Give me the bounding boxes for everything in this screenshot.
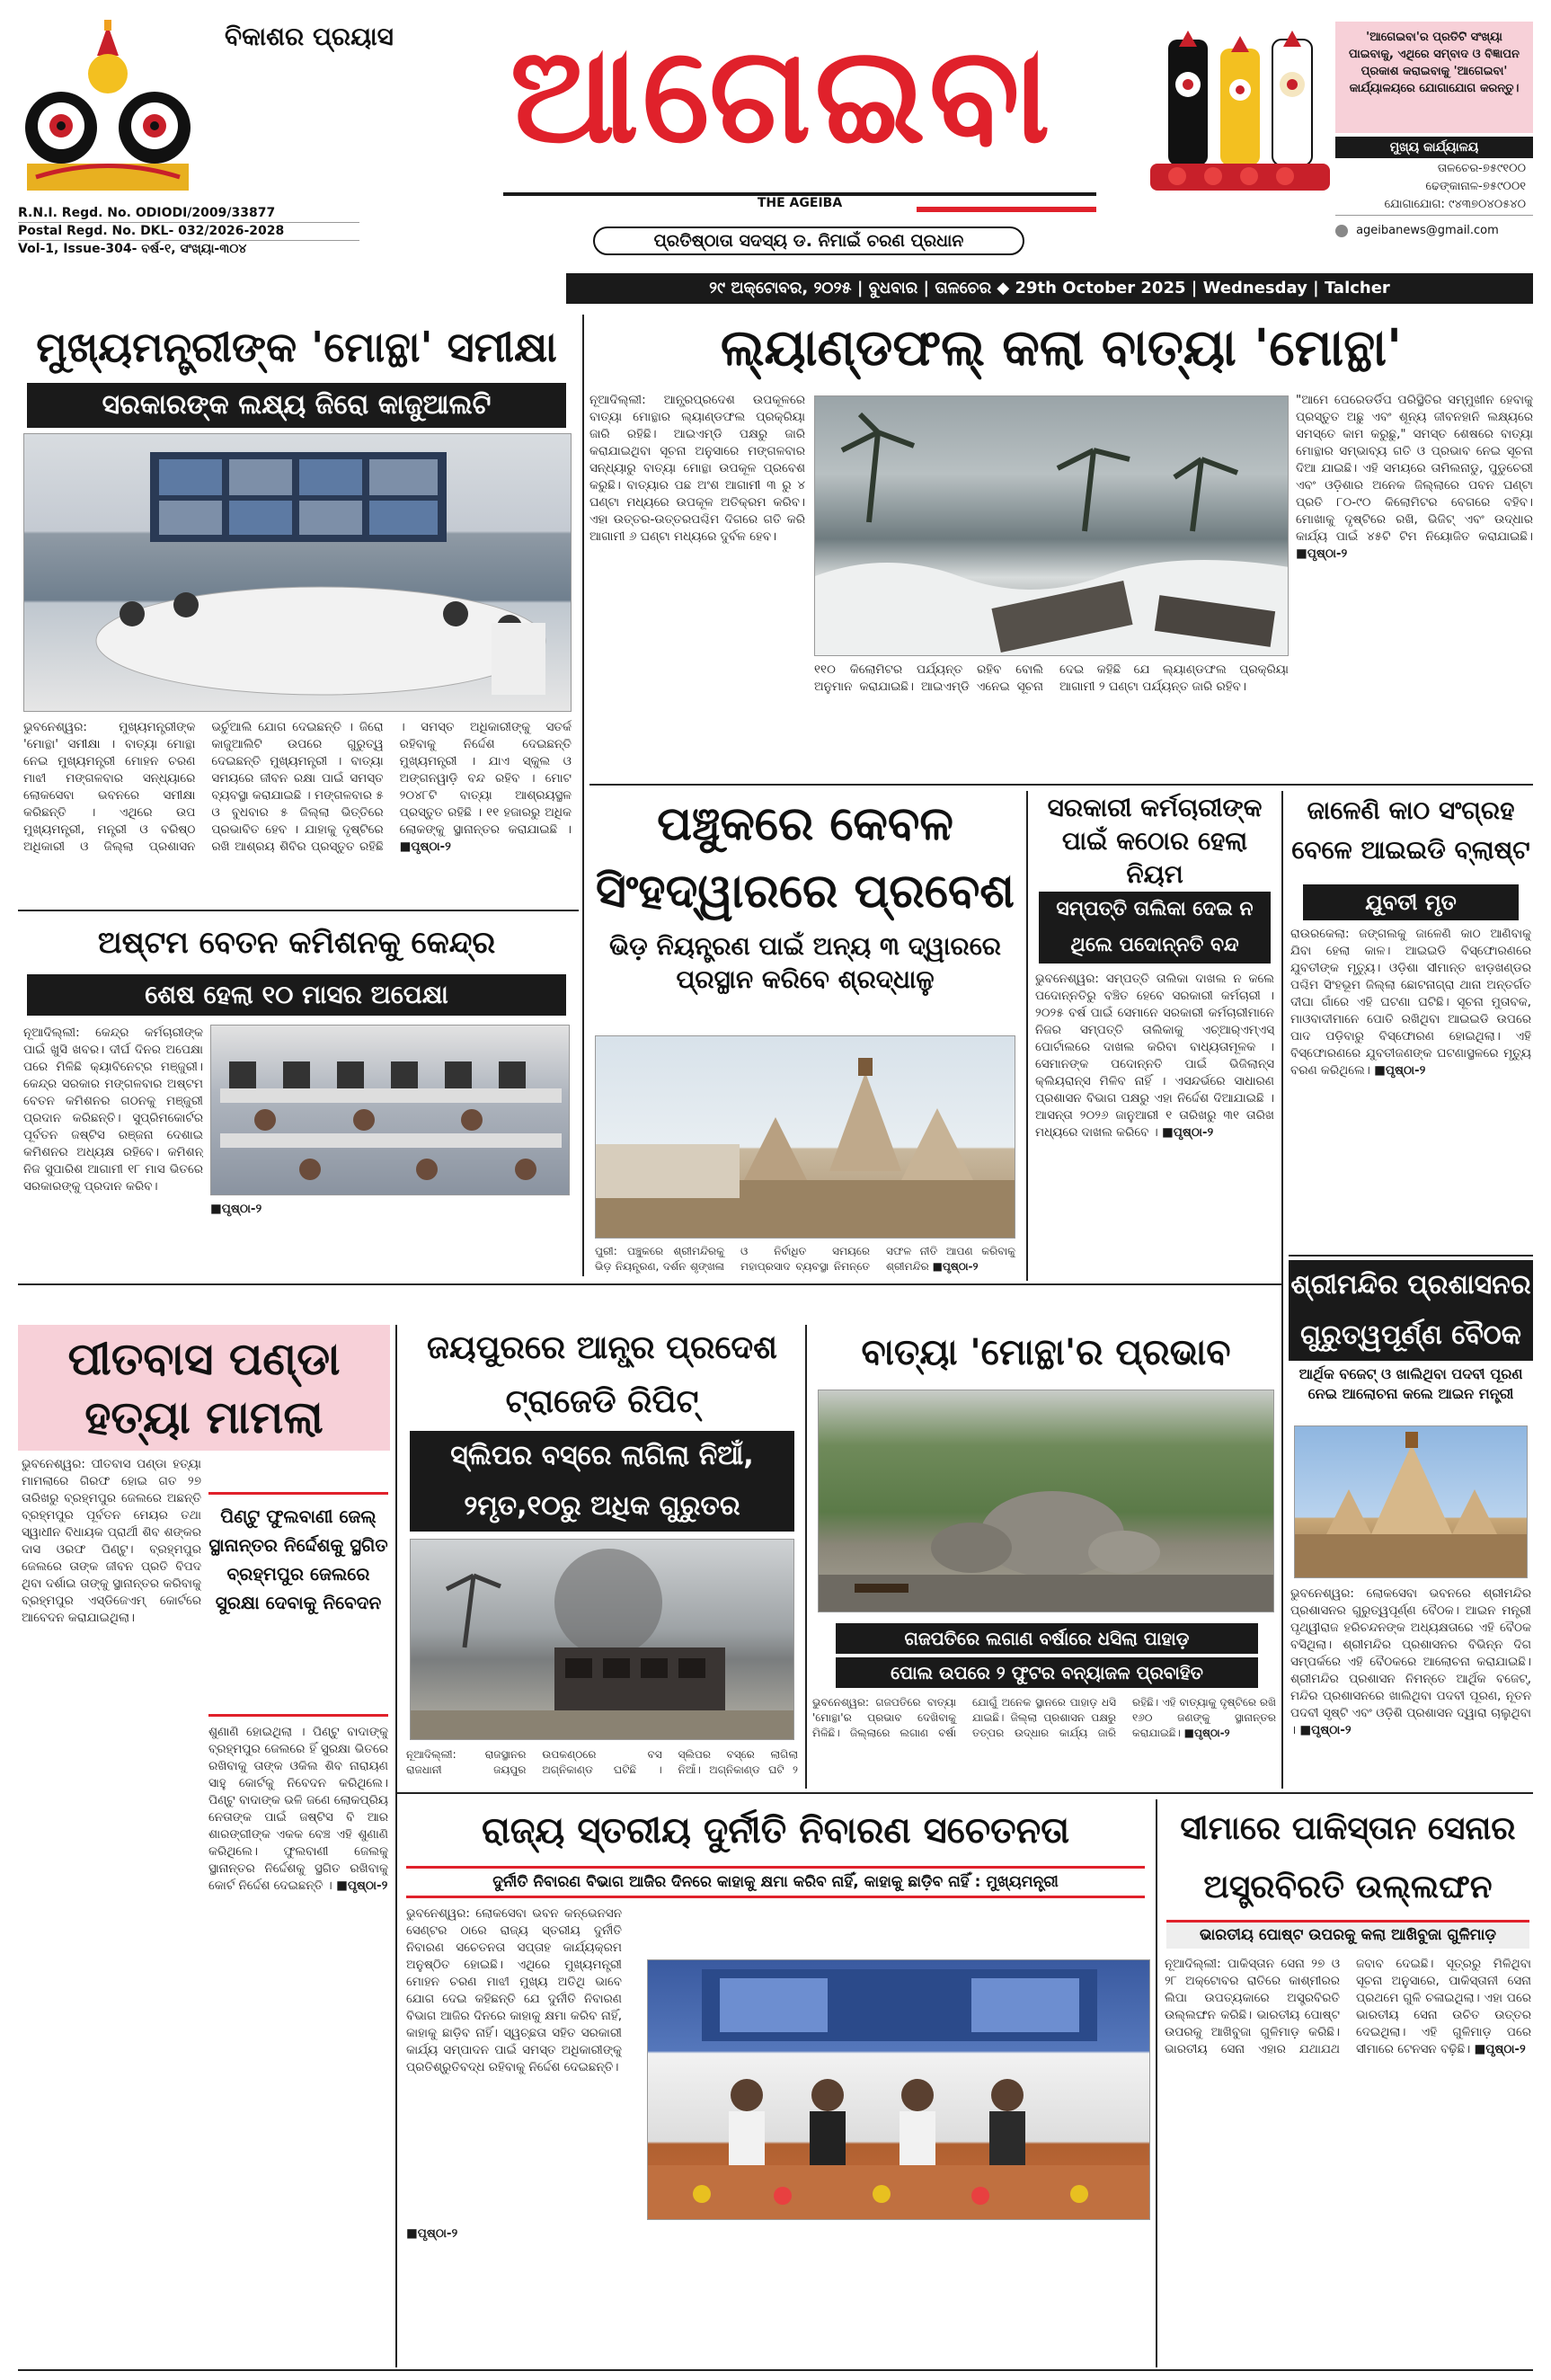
pakistan-subhead: ଭାରତୀୟ ପୋଷ୍ଟ ଉପରକୁ କଲା ଆଖିବୁଜା ଗୁଳିମାଡ଼ bbox=[1200, 1926, 1496, 1944]
landfall-pointer: ■ପୃଷ୍ଠା-୨ bbox=[1296, 546, 1348, 561]
pitabas-text-a: ଭୁବନେଶ୍ୱର: ପୀତବାସ ପଣ୍ଡା ହତ୍ୟା ମାମଲାରେ ଗିରଫ ହୋଇ ଗତ ୨୭ ତାରିଖରୁ ବ୍ରହ୍ମପୁର ଜେଲରେ ଅଛନ୍ତି ବ୍ରହ୍ମପୁର ପୂର୍ବତନ ମେୟର ତଥା ସ୍ୱାଧୀନ ବିଧାୟକ ପ୍ରାର୍ଥୀ ଶିବ ଶଙ୍କର ଦାସ ଓରଫ ପିଣ୍ଟୁ। ବ୍ରହ୍ମପୁର ଜେଲରେ ତାଙ୍କ ଜୀବନ ପ୍ରତି ବିପଦ ଥିବା ଦର୍ଶାଇ ତାଙ୍କୁ ସ୍ଥାନାନ୍ତର କରିବାକୁ ବ୍ରହ୍ମପୁର ଏସ୍‌ଡିଜେଏମ୍ କୋର୍ଟରେ ଆବେଦନ କରାଯାଇଥିଲା। bbox=[22, 1457, 201, 1625]
govt-staff-subhead: ସମ୍ପତ୍ତି ତାଲିକା ଦେଇ ନ ଥିଲେ ପଦୋନ୍ନତି ବନ୍ଦ bbox=[1039, 892, 1271, 964]
temple-entry-caption bbox=[595, 1244, 1015, 1280]
cm-review-pointer: ■ପୃଷ୍ଠା-୨ bbox=[399, 839, 451, 854]
page-bottom-rule bbox=[18, 2369, 1533, 2371]
temple-entry-caption-text: ପୁରୀ: ପଞ୍ଚୁକରେ ଶ୍ରୀମନ୍ଦିରକୁ ଭିଡ଼ ନିୟନ୍ତ୍ରଣ, ଦର୍ଶନ ଶୃଙ୍ଖଳା ଓ ନିର୍ବାଧିତ ସମୟରେ ମହାପ୍ରସାଦ ବ୍ୟବସ୍ଥା ନିମନ୍ତେ ସଫଳ ନୀତି ଆପଣ କରିବାକୁ ଶ୍ରୀମନ୍ଦିର bbox=[595, 1245, 1015, 1273]
col-divider-4 bbox=[395, 1325, 397, 2367]
pitabas-body-a bbox=[22, 1456, 201, 2367]
masthead-title: ଆଗେଇବା bbox=[510, 18, 1054, 173]
temple-meeting-pointer: ■ପୃଷ୍ଠା-୨ bbox=[1299, 1723, 1352, 1737]
office-line-2: ଢେଙ୍କାନାଳ-୭୫୯୦୦୧ bbox=[1425, 180, 1526, 193]
govt-staff-body bbox=[1035, 971, 1274, 1278]
temple-meeting-text: ଭୁବନେଶ୍ୱର: ଲୋକସେବା ଭବନରେ ଶ୍ରୀମନ୍ଦିର ପ୍ରଶାସନର ଗୁରୁତ୍ୱପୂର୍ଣ୍ଣ ବୈଠକ। ଆଇନ ମନ୍ତ୍ରୀ ପୃଥ୍ୱୀରାଜ ହରିଚନ୍ଦନଙ୍କ ଅଧ୍ୟକ୍ଷତାରେ ଏହି ବୈଠକ ବସିଥିଲା। ଶ୍ରୀମନ୍ଦିର ପ୍ରଶାସନର ବିଭିନ୍ନ ଦିଗ ସମ୍ପର୍କରେ ଏହି ବୈଠକରେ ଆଲୋଚନା କରାଯାଇଛି। ଶ୍ରୀମନ୍ଦିର ପ୍ରଶାସନ ନିମନ୍ତେ ଆର୍ଥିକ ବଜେଟ୍, ମନ୍ଦିର ପ୍ରଶାସନରେ ଖାଲିଥିବା ପଦବୀ ପୂରଣ, ନୂତନ ପଦବୀ ସୃଷ୍ଟି ଏବଂ ଓଡ଼ିଶି ପ୍ରଶାସନ ଦ୍ୱାରା ଚାଲୁଥିବା । bbox=[1290, 1586, 1531, 1737]
pakistan-text: ନୂଆଦିଲ୍ଲୀ: ପାକିସ୍ତାନ ସେନା ୨୭ ଓ ୨୮ ଅକ୍ଟୋବର ରାତିରେ କାଶ୍ମୀରର ଲିପା ଉପତ୍ୟକାରେ ଅସ୍ତ୍ରବିରତି ଉଲ୍ଲଙ୍ଘନ କରିଛି। ଭାରତୀୟ ପୋଷ୍ଟ ଉପରକୁ ଆଖିବୁଜା ଗୁଳିମାଡ଼ କରିଛି। ଭାରତୀୟ ସେନା ଏହାର ଯଥାଯଥ ଜବାବ ଦେଇଛି। ସୂତ୍ରରୁ ମିଳିଥିବା ସୂଚନା ଅନୁସାରେ, ପାକିସ୍ତାନୀ ସେନା ପ୍ରଥମେ ଗୁଳି ଚଳାଇଥିଲା। ଏହା ପରେ ଭାରତୀୟ ସେନା ଉଚିତ ଉତ୍ତର ଦେଇଥିଲା। ଏହି ଗୁଳିମାଡ଼ ପରେ ସୀମାରେ ଟେନସନ ବଢ଼ିଛି। bbox=[1165, 1957, 1531, 2056]
pakistan-pointer: ■ପୃଷ୍ଠା-୨ bbox=[1474, 2042, 1526, 2056]
blast-subhead: ଯୁବତୀ ମୃତ bbox=[1303, 884, 1519, 920]
jaypur-text: ନୂଆଦିଲ୍ଲୀ: ରାଜସ୍ଥାନର ରାଜଧାନୀ ଜୟପୁର ଉପକଣ୍ଠରେ ବସ ଅଗ୍ନିକାଣ୍ଡ ଘଟିଛି । ସ୍ଲିପର ବସ୍‌ରେ ଲାଗିଲା ନିଆଁ। ଅଗ୍ନିକାଣ୍ଡ ଘଟି ୨ bbox=[406, 1748, 798, 1776]
cm-review-text: ଭୁବନେଶ୍ୱର: ମୁଖ୍ୟମନ୍ତ୍ରୀଙ୍କ 'ମୋନ୍ଥା' ସମୀକ୍ଷା । ବାତ୍ୟା ମୋନ୍ଥା ନେଇ ମୁଖ୍ୟମନ୍ତ୍ରୀ ମୋହନ ଚରଣ ମାଝୀ ମଙ୍ଗଳବାର ସନ୍ଧ୍ୟାରେ ଲୋକସେବା ଭବନରେ ସମୀକ୍ଷା କରିଛନ୍ତି । ଏଥିରେ ଉପ ମୁଖ୍ୟମନ୍ତ୍ରୀ, ମନ୍ତ୍ରୀ ଓ ବରିଷ୍ଠ ଅଧିକାରୀ ଓ ଜିଲ୍ଲା ପ୍ରଶାସନ ଭର୍ଚୁଆଲି ଯୋଗ ଦେଇଛନ୍ତି । ଜିରୋ କାଜୁଆଲିଟି ଉପରେ ଗୁରୁତ୍ୱ ଦେଇଛନ୍ତି ମୁଖ୍ୟମନ୍ତ୍ରୀ । ବାତ୍ୟା ସମୟରେ ଜୀବନ ରକ୍ଷା ପାଇଁ ସମସ୍ତ ବ୍ୟବସ୍ଥା କରାଯାଇଛି । ମଙ୍ଗଳବାର ୫ ଓ ବୁଧବାର ୫ ଜିଲ୍ଲା ଭିତ୍ତିରେ ପ୍ରଭାବିତ ହେବ । ଯାହାକୁ ଦୃଷ୍ଟିରେ ରଖି ଆଶ୍ରୟ ଶିବିର ପ୍ରସ୍ତୁତ ରହିଛି । ସମସ୍ତ ଅଧିକାରୀଙ୍କୁ ସତର୍କ ରହିବାକୁ ନିର୍ଦ୍ଦେଶ ଦେଇଛନ୍ତି ମୁଖ୍ୟମନ୍ତ୍ରୀ । ଯାଏ ସ୍କୁଲ ଓ ଅଙ୍ଗନୱାଡ଼ି ବନ୍ଦ ରହିବ । ମୋଟ ୨୦୪୮ଟି ବାତ୍ୟା ଆଶ୍ରୟସ୍ଥଳ ପ୍ରସ୍ତୁତ ରହିଛି । ୧୧ ହଜାରରୁ ଅଧିକ ଲୋକଙ୍କୁ ସ୍ଥାନାନ୍ତର କରାଯାଇଛି । bbox=[23, 720, 572, 854]
col-divider-1 bbox=[582, 315, 584, 1276]
landfall-body-right bbox=[1296, 392, 1533, 742]
pay-commission-text: ନୂଆଦିଲ୍ଲୀ: କେନ୍ଦ୍ର କର୍ମଚାରୀଙ୍କ ପାଇଁ ଖୁସି ଖବର। ଦୀର୍ଘ ଦିନର ଅପେକ୍ଷା ପରେ ମିଳିଛି କ୍ୟାବିନେଟ୍‌ର ମଞ୍ଜୁରୀ। କେନ୍ଦ୍ର ସରକାର ମଙ୍ଗଳବାର ଅଷ୍ଟମ ବେତନ କମିଶନର ଗଠନକୁ ମଞ୍ଜୁରୀ ପ୍ରଦାନ କରିଛନ୍ତି। ସୁପ୍ରିମକୋର୍ଟର ପୂର୍ବତନ ଜଷ୍ଟିସ ରଞ୍ଜନା ଦେଶାଇ କମିଶନର ଅଧ୍ୟକ୍ଷ ରହିବେ। କମିଶନ୍ ନିଜ ସୁପାରିଶ ଆଗାମୀ ୧୮ ମାସ ଭିତରେ ସରକାରଙ୍କୁ ପ୍ରଦାନ କରିବ। bbox=[23, 1026, 203, 1194]
dateline: ୨୯ ଅକ୍ଟୋବର, ୨୦୨୫ | ବୁଧବାର | ତାଳଚେର ◆ 29th October 2025 | Wednesday | Talcher bbox=[566, 273, 1533, 304]
pay-commission-body-left bbox=[23, 1025, 203, 1273]
title-en-text: THE AGEIBA bbox=[757, 196, 843, 210]
founder-line: ପ୍ରତିଷ୍ଠାତା ସଦସ୍ୟ ଡ. ନିମାଇଁ ଚରଣ ପ୍ରଧାନ bbox=[593, 226, 1024, 255]
col-divider-2 bbox=[1026, 791, 1028, 1281]
pay-commission-body-right bbox=[210, 1201, 570, 1273]
jaypur-subhead: ସ୍ଲିପର ବସ୍‌ରେ ଲାଗିଲା ନିଆଁ, ୨ମୃତ,୧୦ରୁ ଅଧିକ ଗୁରୁତର bbox=[410, 1431, 794, 1532]
pitabas-pullquote: ପିଣ୍ଟୁ ଫୁଲବାଣୀ ଜେଲ୍ ସ୍ଥାନାନ୍ତର ନିର୍ଦ୍ଦେଶକୁ ସ୍ଥଗିତ ବ୍ରହ୍ମପୁର ଜେଲରେ ସୁରକ୍ଷା ଦେବାକୁ ନିବେଦନ bbox=[208, 1505, 388, 1613]
email-row bbox=[1335, 221, 1533, 241]
promo-text: 'ଆଗେଇବା'ର ପ୍ରତିଟି ସଂଖ୍ୟା ପାଇବାକୁ, ଏଥିରେ ସମ୍ବାଦ ଓ ବିଜ୍ଞାପନ ପ୍ରକାଶ କରାଇବାକୁ 'ଆଗେଇବା' କାର୍ଯ୍ୟାଳୟରେ ଯୋଗାଯୋଗ କରନ୍ତୁ। bbox=[1335, 22, 1533, 133]
jaypur-body bbox=[406, 1747, 798, 1787]
masthead-kicker: ବିକାଶର ପ୍ରୟାସ bbox=[225, 22, 394, 51]
pitabas-pullquote-box bbox=[208, 1492, 388, 1717]
vigilance-body-bottom bbox=[406, 2225, 1150, 2367]
pay-commission-headline: ଅଷ୍ଟମ ବେତନ କମିଶନକୁ କେନ୍ଦ୍ର bbox=[97, 925, 496, 961]
landfall-caption bbox=[814, 662, 1289, 742]
col-divider-5 bbox=[805, 1325, 807, 1789]
email-address: ageibanews@gmail.com bbox=[1356, 224, 1499, 237]
temple-entry-pointer: ■ପୃଷ୍ଠା-୨ bbox=[932, 1260, 979, 1273]
govt-staff-text: ଭୁବନେଶ୍ୱର: ସମ୍ପତ୍ତି ତାଲିକା ଦାଖଲ ନ କଲେ ପଦୋନ୍ନତିରୁ ବଞ୍ଚିତ ହେବେ ସରକାରୀ କର୍ମଚାରୀ । ୨୦୨୫ ବର୍ଷ ପାଇଁ ସେମାନେ ସରକାରୀ କର୍ମଚାରୀମାନେ ନିଜର ସମ୍ପତ୍ତି ତାଲିକାକୁ ଏଚ୍‌ଆର୍‌ଏମ୍‌ଏସ୍ ପୋର୍ଟାଲରେ ଦାଖଲ କରିବା ବାଧ୍ୟତାମୂଳକ । ସେମାନଙ୍କ ପଦୋନ୍ନତି ପାଇଁ ଭିଜିଲାନ୍ସ କ୍ଲିୟରାନ୍ସ ମିଳିବ ନାହିଁ । ଏସନ୍ଦର୍ଭରେ ସାଧାରଣ ପ୍ରଶାସନ ବିଭାଗ ପକ୍ଷରୁ ଏହା ନିର୍ଦ୍ଦେଶ ଦିଆଯାଇଛି । ଆସନ୍ତା ୨୦୨୬ ଜାନୁଆରୀ ୧ ତାରିଖରୁ ୩୧ ତାରିଖ ମଧ୍ୟରେ ଦାଖଲ କରିବେ । bbox=[1035, 972, 1274, 1140]
row1-right-divider bbox=[589, 784, 1533, 786]
pay-commission-photo bbox=[210, 1025, 570, 1195]
pitabas-pointer: ■ପୃଷ୍ଠା-୨ bbox=[336, 1878, 388, 1893]
landfall-caption-text: ୧୧୦ କିଲୋମିଟର ପର୍ଯ୍ୟନ୍ତ ରହିବ ବୋଲି ଅନୁମାନ କରାଯାଇଛି। ଆଇଏମ୍‌ଡି ଏନେଇ ସୂଚନା ଦେଇ କହିଛି ଯେ ଲ୍ୟାଣ୍ଡଫଲ ପ୍ରକ୍ରିୟା ଆଗାମୀ ୨ ଘଣ୍ଟା ପର୍ଯ୍ୟନ୍ତ ଜାରି ରହିବ। bbox=[814, 662, 1289, 694]
temple-meeting-photo bbox=[1294, 1425, 1528, 1578]
cm-review-photo bbox=[23, 433, 572, 712]
row3-divider bbox=[395, 1792, 1533, 1794]
landfall-photo bbox=[814, 395, 1289, 656]
cm-review-body bbox=[23, 719, 572, 904]
temple-entry-headline: ପଞ୍ଚୁକରେ କେବଳ ସିଂହଦ୍ୱାରରେ ପ୍ରବେଶ bbox=[596, 797, 1015, 919]
cm-review-subhead: ସରକାରଙ୍କ ଲକ୍ଷ୍ୟ ଜିରୋ କାଜୁଆଲଟି bbox=[27, 383, 566, 428]
vigilance-text: ଭୁବନେଶ୍ୱର: ଲୋକସେବା ଭବନ କନ୍‌ଭେନସନ ସେଣ୍ଟର ଠାରେ ରାଜ୍ୟ ସ୍ତରୀୟ ଦୁର୍ନୀତି ନିବାରଣ ସଚେତନତା ସପ୍ତାହ କାର୍ଯ୍ୟକ୍ରମ ଅନୁଷ୍ଠିତ ହୋଇଛି। ଏଥିରେ ମୁଖ୍ୟମନ୍ତ୍ରୀ ମୋହନ ଚରଣ ମାଝୀ ମୁଖ୍ୟ ଅତିଥି ଭାବେ ଯୋଗ ଦେଇ କହିଛନ୍ତି ଯେ ଦୁର୍ନୀତି ନିବାରଣ ବିଭାଗ ଆଜିର ଦିନରେ କାହାକୁ କ୍ଷମା କରିବ ନାହିଁ, କାହାକୁ ଛାଡ଼ିବ ନାହିଁ। ସ୍ୱଚ୍ଛତା ସହିତ ସରକାରୀ କାର୍ଯ୍ୟ ସମ୍ପାଦନ ପାଇଁ ସମସ୍ତ ଅଧିକାରୀଙ୍କୁ ପ୍ରତିଶ୍ରୁତିବଦ୍ଧ ରହିବାକୁ ନିର୍ଦ୍ଦେଶ ଦେଇଛନ୍ତି। bbox=[406, 1906, 622, 2074]
volume-issue: Vol-1, Issue-304- ବର୍ଷ-୧, ସଂଖ୍ୟା-୩୦୪ bbox=[18, 241, 359, 255]
pitabas-text-b: ଶୁଣାଣି ହୋଇଥିଲା । ପିଣ୍ଟୁ ବାଦାଙ୍କୁ ବ୍ରହ୍ମପୁର ଜେଲରେ ହିଁ ସୁରକ୍ଷା ଭିତରେ ରଖିବାକୁ ତାଙ୍କ ଓକିଲ ଶିବ ନାରାୟଣ ସାହୁ କୋର୍ଟକୁ ନିବେଦନ କରିଥିଲେ। ପିଣ୍ଟୁ ବାଦାଙ୍କ ଭଳି ଜଣେ ଲୋକପ୍ରିୟ ନେତାଙ୍କ ପାଇଁ ଜଷ୍ଟିସ ବି ଆର ଶାରଙ୍ଗୀଙ୍କ ଏକକ ବେଞ୍ଚ ଏହି ଶୁଣାଣି କରିଥିଲେ। ଫୁଲବାଣୀ ଜେଲକୁ ସ୍ଥାନାନ୍ତର ନିର୍ଦ୍ଦେଶକୁ ସ୍ଥଗିତ ରଖିବାକୁ କୋର୍ଟ ନିର୍ଦ୍ଦେଶ ଦେଇଛନ୍ତି । bbox=[208, 1725, 388, 1893]
blast-divider bbox=[1289, 1255, 1533, 1257]
office-line-3: ଯୋଗାଯୋଗ: ୯୪୩୭୦୪୦୫୪୦ bbox=[1335, 198, 1533, 216]
montha-effect-caption-2: ପୋଲ ଉପରେ ୨ ଫୁଟର ବନ୍ୟାଜଳ ପ୍ରବାହିତ bbox=[836, 1657, 1258, 1688]
row1-left-divider bbox=[18, 910, 579, 911]
promo-box bbox=[1335, 22, 1533, 246]
pitabas-body-b bbox=[208, 1724, 388, 2367]
landfall-body-left bbox=[589, 392, 805, 662]
vigilance-pointer: ■ପୃଷ୍ଠା-୨ bbox=[406, 2226, 458, 2241]
vigilance-headline: ରାଜ୍ୟ ସ୍ତରୀୟ ଦୁର୍ନୀତି ନିବାରଣ ସଚେତନତା bbox=[481, 1810, 1070, 1852]
jagannath-trinity-icon bbox=[1150, 31, 1330, 192]
pay-commission-pointer: ■ପୃଷ୍ଠା-୨ bbox=[210, 1202, 262, 1216]
pakistan-body bbox=[1165, 1956, 1531, 2367]
temple-meeting-subhead: ଆର୍ଥିକ ବଜେଟ୍ ଓ ଖାଲିଥିବା ପଦବୀ ପୂରଣ ନେଇ ଆଲୋଚନା କଲେ ଆଇନ ମନ୍ତ୍ରୀ bbox=[1298, 1365, 1523, 1402]
vigilance-subhead: ଦୁର୍ନୀତି ନିବାରଣ ବିଭାଗ ଆଜିର ଦିନରେ କାହାକୁ କ୍ଷମା କରିବ ନାହିଁ, କାହାକୁ ଛାଡ଼ିବ ନାହିଁ : ମୁଖ୍ୟମନ୍ତ୍ରୀ bbox=[492, 1873, 1059, 1891]
vigilance-body-left bbox=[406, 1905, 622, 2175]
montha-effect-caption-1: ଗଜପତିରେ ଲଗାଣ ବର୍ଷାରେ ଧସିଲା ପାହାଡ଼ bbox=[836, 1623, 1258, 1654]
registration-block bbox=[18, 205, 359, 255]
jaypur-headline: ଜୟପୁରରେ ଆନ୍ଧ୍ର ପ୍ରଦେଶ ଟ୍ରାଜେଡି ରିପିଟ୍ bbox=[427, 1329, 777, 1420]
jaypur-photo bbox=[410, 1539, 794, 1740]
col-divider-6 bbox=[1156, 1799, 1157, 2367]
govt-staff-pointer: ■ପୃଷ୍ଠା-୨ bbox=[1162, 1125, 1214, 1140]
landfall-text-right: "ଆମେ ପେରେଡର୍ଡିପ ପରିସ୍ଥିତିର ସମ୍ମୁଖୀନ ହେବାକୁ ପ୍ରସ୍ତୁତ ଅଛୁ ଏବଂ ଶୂନ୍ୟ ଜୀବନହାନି ଲକ୍ଷ୍ୟରେ ସମସ୍ତେ କାମ କରୁଛୁ," ସମସ୍ତ ଶେଷରେ ବାତ୍ୟା ମୋନ୍ଥାର ସମ୍ଭାବ୍ୟ ଗତି ଓ ପ୍ରଭାବ ନେଇ ସୂଚନା ଦିଆ ଯାଇଛି। ଏହି ସମୟରେ ତାମିଲନାଡୁ, ପୁଡୁଚେରୀ ଏବଂ ଓଡ଼ିଶାର ଅନେକ ଜିଲ୍ଲାରେ ପବନ ଘଣ୍ଟା ପ୍ରତି ୮୦-୯୦ କିଲୋମିଟର ବେଗରେ ବହିବ। ମୋଖାକୁ ଦୃଷ୍ଟିରେ ରଖି, ଭିଜିଟ୍ ଏବଂ ଉଦ୍ଧାର କାର୍ଯ୍ୟ ପାଇଁ ୪୫ଟି ଟିମ ନିୟୋଜିତ କରାଯାଇଛି। bbox=[1296, 393, 1533, 544]
rni-number: R.N.I. Regd. No. ODIODI/2009/33877 bbox=[18, 205, 359, 223]
montha-effect-body bbox=[812, 1695, 1276, 1785]
blast-text: ରାଉରକେଲା: ଜଙ୍ଗଲକୁ ଜାଳେଣି କାଠ ଆଣିବାକୁ ଯିବା ହେଲା କାଳ। ଆଇଇଡି ବିସ୍ଫୋରଣରେ ଯୁବତୀଙ୍କ ମୃତ୍ୟୁ। ଓଡ଼ିଶା ସୀମାନ୍ତ ଝାଡ଼ଖଣ୍ଡର ପଶ୍ଚିମ ସିଂହଭୂମ ଜିଲ୍ଲା ଛୋଟନାଗ୍ରା ଥାନା ଅନ୍ତର୍ଗତ ଦୀଘା ଗାଁରେ ଏହି ଘଟଣା ଘଟିଛି। ସୂଚନା ମୁତାବକ, ମାଓବାଦୀମାନେ ପୋତି ରଖିଥିବା ଆଇଇଡି ଉପରେ ପାଦ ପଡ଼ିବାରୁ ବିସ୍ଫୋରଣ ହୋଇଥିଲା। ଏହି ବିସ୍ଫୋରଣରେ ଯୁବତୀଜଣଙ୍କ ଘଟଣାସ୍ଥଳରେ ମୃତ୍ୟୁ ବରଣ କରିଥିଲେ। bbox=[1290, 927, 1531, 1078]
postal-number: Postal Regd. No. DKL- 032/2026-2028 bbox=[18, 223, 359, 241]
masthead bbox=[18, 13, 1533, 255]
pakistan-subhead-box bbox=[1166, 1920, 1529, 1949]
pakistan-headline: ସୀମାରେ ପାକିସ୍ତାନ ସେନାର ଅସ୍ତ୍ରବିରତି ଉଲ୍ଲଙ୍ଘନ bbox=[1180, 1810, 1516, 1905]
montha-effect-pointer: ■ପୃଷ୍ଠା-୨ bbox=[1183, 1727, 1230, 1739]
blast-body bbox=[1290, 926, 1531, 1253]
montha-effect-text: ଭୁବନେଶ୍ୱର: ଗଜପତିରେ ବାତ୍ୟା 'ମୋନ୍ଥା'ର ପ୍ରଭାବ ଦେଖିବାକୁ ମିଳିଛି। ଜିଲ୍ଲାରେ ଲଗାଣ ବର୍ଷା ଯୋଗୁଁ ଅନେକ ସ୍ଥାନରେ ପାହାଡ଼ ଧସି ଯାଇଛି। ଜିଲ୍ଲା ପ୍ରଶାସନ ପକ୍ଷରୁ ତତ୍ପର ଉଦ୍ଧାର କାର୍ଯ୍ୟ ଜାରି ରହିଛି। ଏହି ବାତ୍ୟାକୁ ଦୃଷ୍ଟିରେ ରଖି ୧୬୦ ଜଣଙ୍କୁ ସ୍ଥାନାନ୍ତର କରାଯାଇଛି। bbox=[812, 1696, 1276, 1739]
blast-pointer: ■ପୃଷ୍ଠା-୨ bbox=[1374, 1063, 1426, 1078]
montha-effect-photo bbox=[818, 1390, 1274, 1612]
montha-effect-headline: ବାତ୍ୟା 'ମୋନ୍ଥା'ର ପ୍ରଭାବ bbox=[861, 1332, 1231, 1373]
govt-staff-headline: ସରକାରୀ କର୍ମଚାରୀଙ୍କ ପାଇଁ କଠୋର ହେଲା ନିୟମ bbox=[1047, 793, 1263, 889]
cm-review-headline: ମୁଖ୍ୟମନ୍ତ୍ରୀଙ୍କ 'ମୋନ୍ଥା' ସମୀକ୍ଷା bbox=[36, 323, 557, 371]
office-line-1: ତାଳଚେର-୭୫୯୧୦୦ bbox=[1437, 162, 1526, 175]
landfall-text-left: ନୂଆଦିଲ୍ଲୀ: ଆନ୍ଧ୍ରପ୍ରଦେଶ ଉପକୂଳରେ ବାତ୍ୟା ମୋନ୍ଥାର ଲ୍ୟାଣ୍ଡଫଲ ପ୍ରକ୍ରିୟା ଜାରି ରହିଛି। ଆଇଏମ୍‌ଡି ପକ୍ଷରୁ ଜାରି କରାଯାଇଥିବା ସୂଚନା ଅନୁସାରେ ମଙ୍ଗଳବାର ସନ୍ଧ୍ୟାରୁ ବାତ୍ୟା ମୋନ୍ଥା ଉପକୂଳ ପ୍ରବେଶ କରୁଛି। ବାତ୍ୟାର ପଛ ଅଂଶ ଆଗାମୀ ୩ ରୁ ୪ ଘଣ୍ଟା ମଧ୍ୟରେ ଉପକୂଳ ଅତିକ୍ରମ କରିବ। ଏହା ଉତ୍ତର-ଉତ୍ତରପଶ୍ଚିମ ଦିଗରେ ଗତି କରି ଆଗାମୀ ୬ ଘଣ୍ଟା ମଧ୍ୟରେ ଦୁର୍ବଳ ହେବ। bbox=[589, 393, 805, 544]
email-icon bbox=[1335, 225, 1348, 237]
vigilance-subhead-box bbox=[406, 1866, 1145, 1898]
temple-meeting-headline: ଶ୍ରୀମନ୍ଦିର ପ୍ରଶାସନର ଗୁରୁତ୍ୱପୂର୍ଣ୍ଣ ବୈଠକ bbox=[1289, 1260, 1533, 1361]
masthead-red-bar-right bbox=[917, 207, 1096, 212]
landfall-headline: ଲ୍ୟାଣ୍ଡଫଲ୍ କଲା ବାତ୍ୟା 'ମୋନ୍ଥା' bbox=[720, 319, 1403, 377]
vigilance-photo bbox=[647, 1959, 1150, 2220]
col-divider-3 bbox=[1281, 791, 1283, 1789]
blast-headline: ଜାଳେଣି କାଠ ସଂଗ୍ରହ ବେଳେ ଆଇଇଡି ବ୍ଲାଷ୍ଟ bbox=[1291, 795, 1530, 865]
temple-entry-photo bbox=[595, 1035, 1015, 1239]
pay-commission-subhead: ଶେଷ ହେଲା ୧୦ ମାସର ଅପେକ୍ଷା bbox=[27, 974, 566, 1016]
temple-meeting-body bbox=[1290, 1585, 1531, 1785]
temple-entry-subhead: ଭିଡ଼ ନିୟନ୍ତ୍ରଣ ପାଇଁ ଅନ୍ୟ ୩ ଦ୍ୱାରରେ ପ୍ରସ୍ଥାନ କରିବେ ଶ୍ରଦ୍ଧାଳୁ bbox=[609, 931, 1001, 994]
pitabas-headline: ପୀତବାସ ପଣ୍ଡା ହତ୍ୟା ମାମଲା bbox=[67, 1333, 341, 1443]
jagannath-trinity-icon bbox=[18, 20, 198, 196]
row2-divider bbox=[18, 1283, 1281, 1285]
office-label: ମୁଖ୍ୟ କାର୍ଯ୍ୟାଳୟ bbox=[1335, 137, 1533, 158]
masthead-red-bar bbox=[503, 192, 1096, 196]
